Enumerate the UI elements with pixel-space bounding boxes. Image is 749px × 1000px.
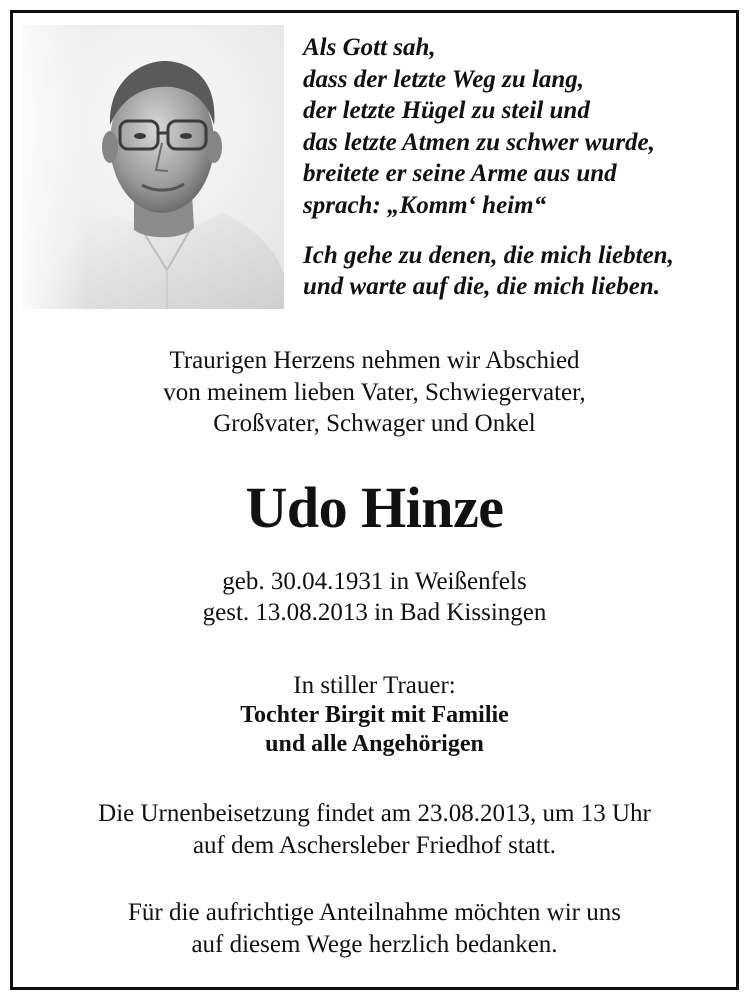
poem-line: sprach: „Komm‘ heim“ (303, 191, 547, 219)
intro-line: von meinem lieben Vater, Schwiegervater, (163, 378, 586, 406)
mourners-heading: In stiller Trauer: (293, 672, 456, 699)
death-date: gest. 13.08.2013 in Bad Kissingen (202, 599, 547, 626)
funeral-line: auf dem Aschersleber Friedhof statt. (192, 831, 557, 859)
poem-line: der letzte Hügel zu steil und (303, 97, 590, 125)
birth-date: geb. 30.04.1931 in Weißenfels (222, 568, 527, 595)
portrait-image (22, 25, 284, 309)
mourners (13, 671, 736, 760)
thanks-note (13, 897, 736, 960)
poem-line: das letzte Atmen zu schwer wurde, (303, 128, 655, 156)
poem-line: und warte auf die, die mich lieben. (303, 273, 660, 301)
thanks-line: auf diesem Wege herzlich bedanken. (191, 930, 558, 958)
poem-stanza (303, 240, 723, 303)
portrait-photo (22, 25, 284, 309)
farewell-intro (13, 345, 736, 440)
mourner-name: Tochter Birgit mit Familie (240, 701, 509, 728)
poem-stanza (303, 32, 723, 222)
mourner-name: und alle Angehörigen (265, 731, 484, 757)
poem-line: Ich gehe zu denen, die mich liebten, (303, 241, 674, 269)
funeral-line: Die Urnenbeisetzung findet am 23.08.2013, um 13 Uhr (98, 800, 651, 827)
life-dates (13, 566, 736, 628)
thanks-line: Für die aufrichtige Anteilnahme möchten wir uns (128, 899, 621, 926)
poem-line: breitete er seine Arme aus und (303, 160, 617, 188)
intro-line: Großvater, Schwager und Onkel (213, 410, 536, 437)
poem-line: dass der letzte Weg zu lang, (303, 65, 585, 93)
funeral-notice (13, 798, 736, 861)
intro-line: Traurigen Herzens nehmen wir Abschied (169, 347, 580, 374)
deceased-name: Udo Hinze (245, 475, 504, 540)
poem (303, 32, 723, 303)
poem-line: Als Gott sah, (303, 34, 436, 61)
